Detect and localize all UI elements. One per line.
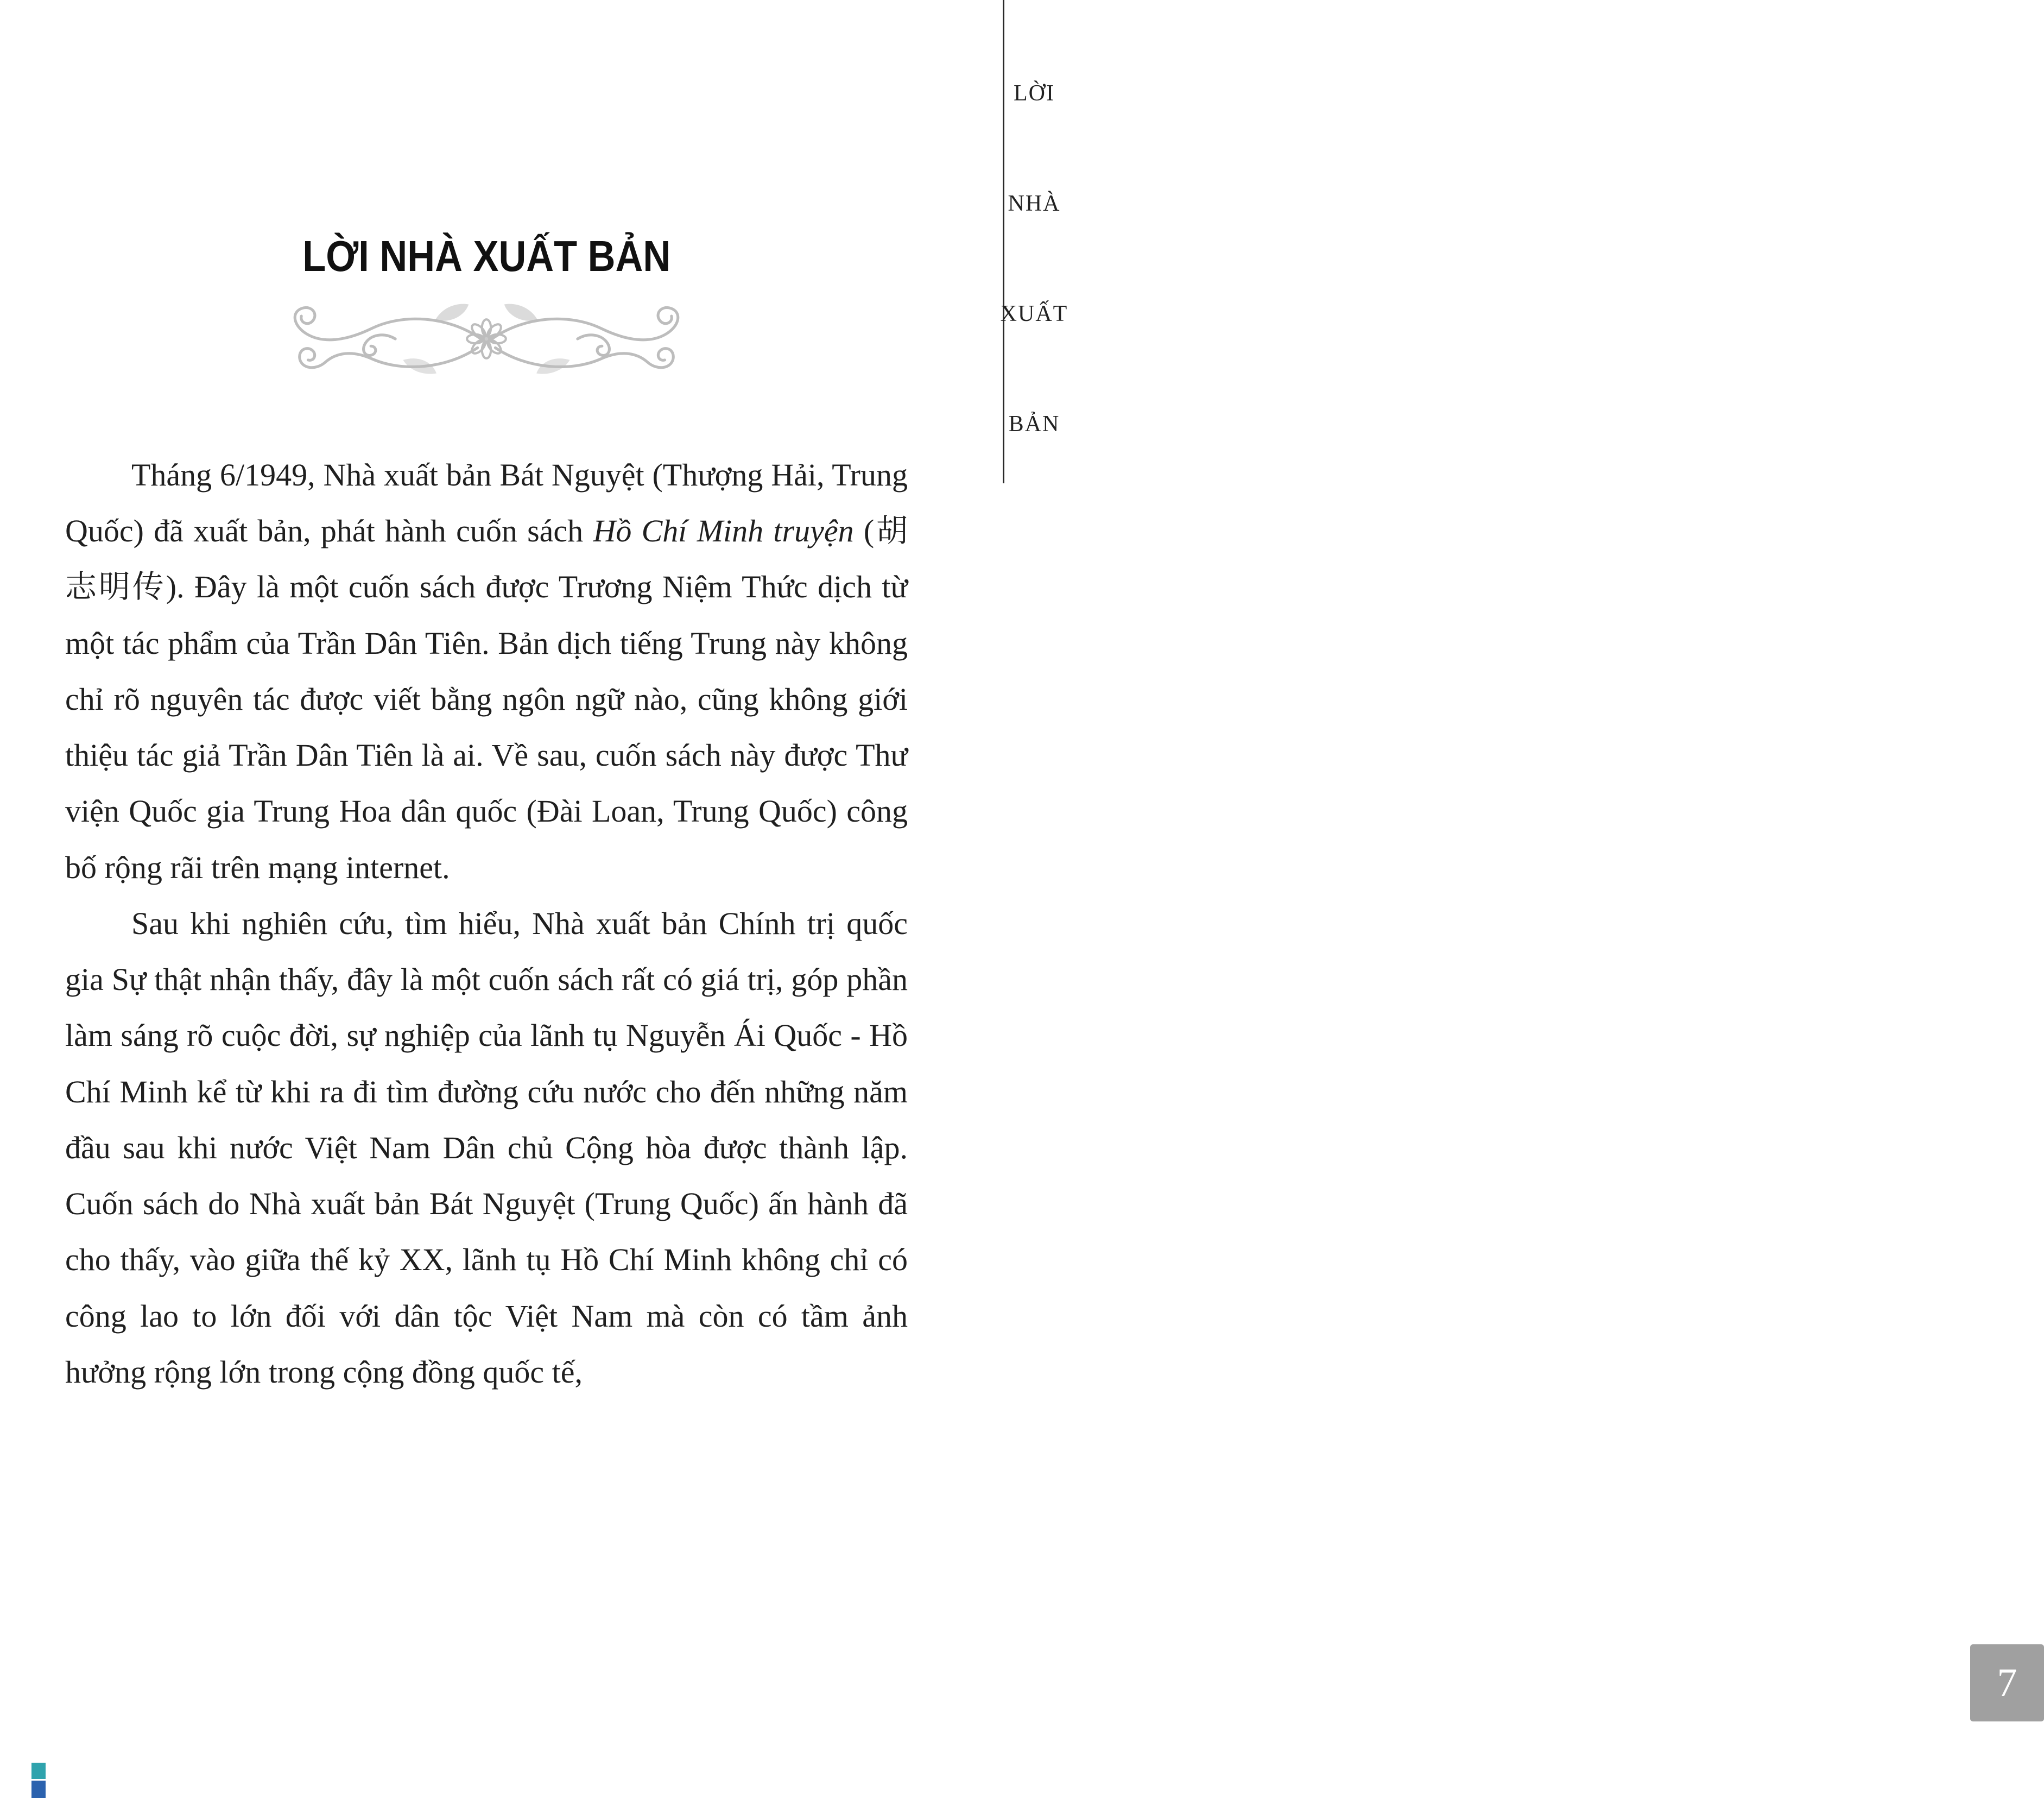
body-text xyxy=(65,447,908,1400)
accent-bar-teal xyxy=(31,1763,46,1779)
page-title xyxy=(65,234,908,279)
sidebar-running-title xyxy=(1000,0,1068,437)
paragraph-1-run-1: Tháng 6/1949, Nhà xuất bản Bát Nguyệt (Thượng Hải, Trung Quốc) đã xuất bản, phát hành cuốn sách xyxy=(65,457,908,549)
paragraph-1 xyxy=(65,447,908,895)
page-number-badge xyxy=(1970,1644,2044,1721)
corner-accent-bars xyxy=(31,1763,46,1798)
paragraph-2 xyxy=(65,895,908,1400)
page-number: 7 xyxy=(1997,1660,2017,1705)
sidebar-word-ban: BẢN xyxy=(1008,412,1060,437)
sidebar-word-loi: LỜI xyxy=(1014,81,1055,106)
margin-sidebar xyxy=(1000,0,2017,1798)
sidebar-word-nha: NHÀ xyxy=(1008,191,1061,216)
sidebar-word-xuat: XUẤT xyxy=(1000,301,1068,326)
page-title-text: LỜI NHÀ XUẤT BẢN xyxy=(302,232,670,280)
page-content xyxy=(65,0,908,1400)
floral-ornament-icon xyxy=(258,291,714,388)
accent-bar-blue xyxy=(31,1781,46,1798)
paragraph-1-run-2: (胡志明传). Đây là một cuốn sách được Trương Niệm Thức dịch từ một tác phẩm của Trần Dân Tiên. Bản dịch tiếng Trung này không chỉ rõ nguyên tác được viết bằng ngôn ngữ nào, cũng không giới thiệu tác giả Trần Dân Tiên là ai. Về sau, cuốn sách này được Thư viện Quốc gia Trung Hoa dân quốc (Đài Loan, Trung Quốc) công bố rộng rãi trên mạng internet. xyxy=(65,513,908,885)
book-title-italic: Hồ Chí Minh truyện xyxy=(593,513,854,549)
paragraph-2-run-1: Sau khi nghiên cứu, tìm hiểu, Nhà xuất bản Chính trị quốc gia Sự thật nhận thấy, đây là một cuốn sách rất có giá trị, góp phần làm sáng rõ cuộc đời, sự nghiệp của lãnh tụ Nguyễn Ái Quốc - Hồ Chí Minh kể từ khi ra đi tìm đường cứu nước cho đến những năm đầu sau khi nước Việt Nam Dân chủ Cộng hòa được thành lập. Cuốn sách do Nhà xuất bản Bát Nguyệt (Trung Quốc) ấn hành đã cho thấy, vào giữa thế kỷ XX, lãnh tụ Hồ Chí Minh không chỉ có công lao to lớn đối với dân tộc Việt Nam mà còn có tầm ảnh hưởng rộng lớn trong cộng đồng quốc tế, xyxy=(65,905,908,1390)
